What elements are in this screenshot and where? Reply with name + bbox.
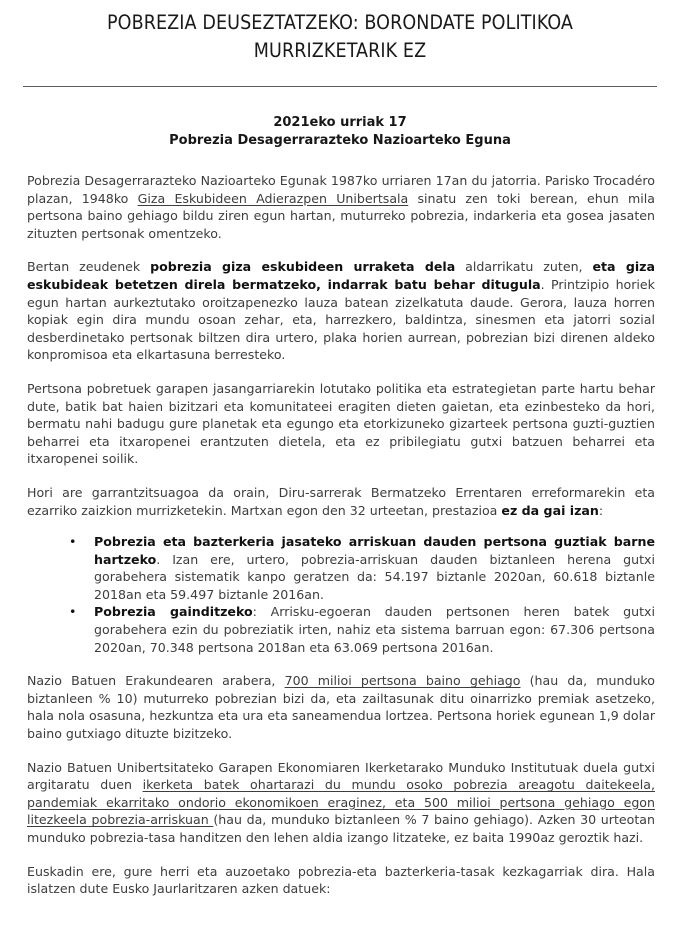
bullet-marker-icon: • — [69, 534, 77, 550]
paragraph-income-reform-text-b: : — [598, 502, 604, 518]
paragraph-unu-wider-text-b: (hau da, munduko biztanleen % 7 baino gehiago). Azken 30 urteotan munduko pobrezia-tasa handitzen den lehen aldia izango litzateke, ez baita 1990az geroztik hazi. — [27, 812, 655, 845]
list-item — [69, 533, 655, 603]
emphasis-poverty-violation: pobrezia giza eskubideen urraketa dela — [150, 259, 456, 275]
paragraph-participation: Pertsona pobretuek garapen jasangarriarekin lotutako politika eta estrategietan parte hartu behar dute, batik bat haien bizitzari eta komunitateei eragiten dieten gaietan, eta ezinbesteko da hori, bermatu nahi badugu gure planetak eta egungo eta etorkizuneko gizarteek pertsona guzti-guztien beharrei eta itxaropenei erantzuten dietela, eta ez pribilegiatu gutxi batzuen beharrei eta itxaropenei soilik. — [27, 380, 655, 467]
emphasis-not-capable: ez da gai izan — [501, 502, 599, 518]
bullet-2-body: : Arrisku-egoeran dauden pertsonen heren batek gutxi gorabehera ezin du pobreziatik irten, nahiz eta sistema barruan egon: 67.306 pertsona 2020an, 70.348 pertsona 2018an eta 63.069 pertsona 2016an. — [94, 604, 655, 655]
un-figures-underlined[interactable]: 700 milioi pertsona baino gehiago — [284, 673, 521, 689]
page-title — [0, 0, 680, 65]
study-link[interactable]: ikerketa batek ohartarazi du mundu osoko pobrezia areagotu daitekeela, pandemiak ekarritako ondorio ekonomikoen eraginez, eta 500 milioi pertsona gehiago egon litezkeela pobrezia-arriskuan — [27, 777, 655, 828]
subtitle-date: 2021eko urriak 17 — [273, 115, 407, 130]
paragraph-un-figures-text-a: Nazio Batuen Erakundearen arabera, — [27, 673, 285, 689]
paragraph-origin-text-a: Pobrezia Desagerrarazteko Nazioarteko Egunak 1987ko urriaren 17an du jatorria. Parisko Trocadéro plazan, 1948ko — [27, 173, 655, 206]
bullet-1-body: . Izan ere, urtero, pobrezia-arriskuan dauden biztanleen herena gutxi gorabehera sistematik kanpo geratzen da: 54.197 biztanle 2020an, 60.618 biztanle 2018an eta 59.497 biztanle 2016an. — [94, 551, 655, 602]
subtitle-block — [0, 87, 680, 150]
bullet-1-heading: Pobrezia eta bazterkeria jasateko arriskuan dauden pertsona guztiak barne hartzeko — [94, 534, 655, 567]
emphasis-join-forces: eta giza eskubideak betetzen direla bermatzeko, indarrak batu behar ditugula — [27, 259, 655, 292]
page-title-line-2: MURRIZKETARIK EZ — [253, 39, 427, 62]
paragraph-unu-wider-study — [27, 759, 655, 847]
document-body — [0, 172, 680, 898]
paragraph-origin — [27, 172, 655, 242]
paragraph-income-reform-text-a: Hori are garrantzitsuagoa da orain, Diru-sarrerak Bermatzeko Errentaren erreformarekin eta ezarriko zaizkion murrizketekin. Martxan egon den 32 urteetan, prestazioa — [27, 484, 655, 518]
paragraph-unu-wider-text-a: Nazio Batuen Unibertsitateko Garapen Ekonomiaren Ikerketarako Munduko Institutuak duela gutxi argitaratu duen — [27, 759, 655, 793]
paragraph-euskadi: Euskadin ere, gure herri eta auzoetako pobrezia-eta bazterkeria-tasak kezkagarriak dira. Hala islatzen dute Eusko Jaurlaritzaren azken datuek: — [27, 863, 655, 897]
bullet-marker-icon: • — [69, 604, 77, 620]
declaration-link[interactable]: Giza Eskubideen Adierazpen Unibertsala — [137, 190, 409, 206]
statistics-bullet-list — [27, 533, 655, 656]
paragraph-origin-text-b: sinatu zen toki berean, ehun mila pertsona baino gehiago bildu ziren egun hartan, muturreko pobrezia, indarkeria eta gosea jasaten zituzten pertsonak omentzeko. — [27, 190, 655, 241]
paragraph-human-rights-text-a: Bertan zeudenek — [27, 259, 151, 275]
bullet-2-heading: Pobrezia gainditzeko — [94, 604, 253, 620]
paragraph-human-rights-text-b: aldarrikatu zuten, — [455, 259, 593, 275]
subtitle-event: Pobrezia Desagerrarazteko Nazioarteko Eguna — [169, 133, 511, 148]
paragraph-human-rights — [27, 258, 655, 364]
paragraph-un-figures — [27, 672, 655, 742]
page-title-line-1: POBREZIA DEUSEZTATZEKO: BORONDATE POLITIKOA — [106, 11, 574, 34]
paragraph-human-rights-text-c: . Printzipio horiek egun hartan aurkeztutako oroitzapenezko lauza batean zizelkatuta daude. Gerora, lauza horren kopiak egin dira mundu osoan zehar, eta, harrezkero, baldintza, sinesmen eta jatorri sozial desberdinetako pertsonak biltzen dira urtero, plaka horien aurrean, pobrezian bizi direnen aldeko konpromisoa eta elkartasuna berresteko. — [27, 276, 655, 363]
paragraph-income-reform — [27, 484, 655, 519]
paragraph-un-figures-text-b: (hau da, munduko biztanleen % 10) muturreko pobrezian bizi da, eta zailtasunak ditu oinarrizko premiak asetzeko, hala nola osasuna, hezkuntza eta ura eta saneamendua lortzea. Pertsona horiek egunean 1,9 dolar baino gutxiago dituzte bizitzeko. — [27, 673, 655, 742]
list-item — [69, 603, 655, 656]
